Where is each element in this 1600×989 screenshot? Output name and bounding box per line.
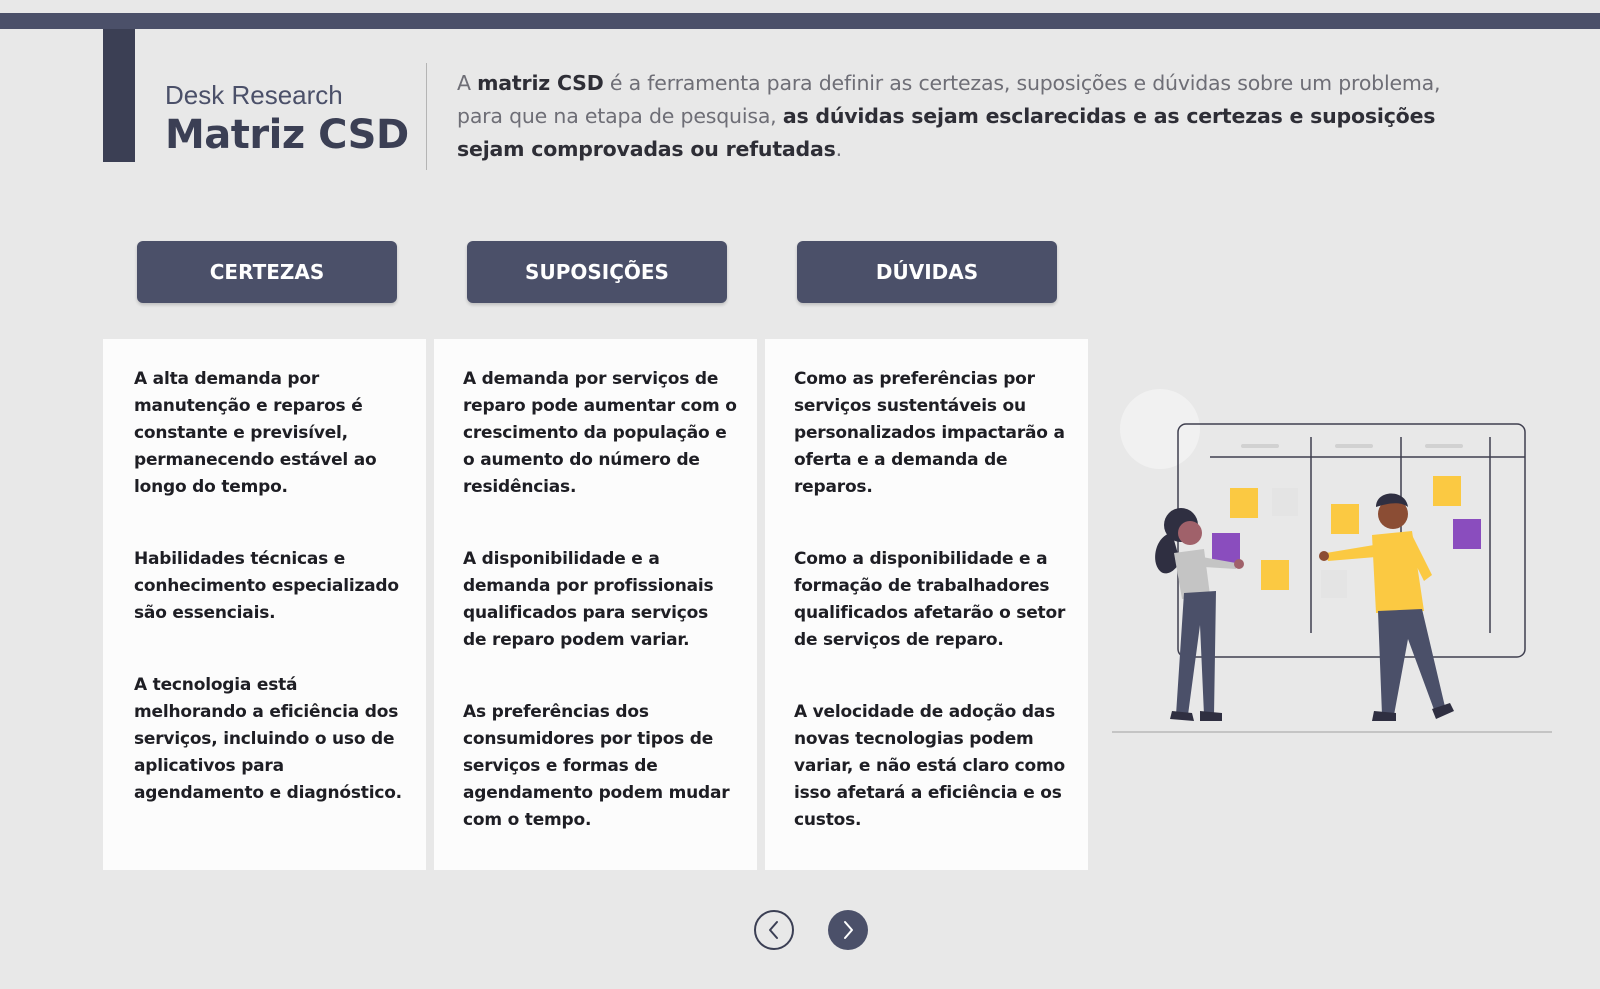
sticky-note	[1453, 519, 1481, 549]
decor-circle	[1120, 389, 1200, 469]
certezas-button[interactable]: CERTEZAS	[137, 241, 397, 303]
sticky-note	[1321, 570, 1347, 598]
sticky-note	[1331, 504, 1359, 534]
page-title: Matriz CSD	[165, 112, 409, 158]
sticky-note	[1272, 488, 1298, 516]
sticky-note	[1433, 476, 1461, 506]
card-item: As preferências dos consumidores por tipos de serviços e formas de agendamento podem mudar com o tempo.	[463, 702, 730, 830]
header-divider	[426, 63, 427, 170]
chevron-left-icon	[766, 920, 782, 940]
card-item: A demanda por serviços de reparo pode aumentar com o crescimento da população e o aumento do número de residências.	[463, 369, 737, 497]
sticky-note	[1261, 560, 1289, 590]
suposicoes-card	[434, 339, 757, 870]
next-button[interactable]	[828, 910, 868, 950]
suposicoes-button[interactable]: SUPOSIÇÕES	[467, 241, 727, 303]
chevron-right-icon	[840, 920, 856, 940]
card-item: A disponibilidade e a demanda por profissionais qualificados para serviços de reparo podem variar.	[463, 549, 714, 650]
duvidas-card	[765, 339, 1088, 870]
card-item: Como as preferências por serviços sustentáveis ou personalizados impactarão a oferta e a demanda de reparos.	[794, 369, 1065, 497]
card-item: A alta demanda por manutenção e reparos é constante e previsível, permanecendo estável ao longo do tempo.	[134, 369, 377, 497]
card-item: Habilidades técnicas e conhecimento especializado são essenciais.	[134, 549, 399, 623]
team-board-illustration	[1112, 385, 1560, 737]
certezas-card	[103, 339, 426, 870]
previous-button[interactable]	[754, 910, 794, 950]
sticky-note	[1230, 488, 1258, 518]
top-bar	[0, 13, 1600, 29]
card-item: Como a disponibilidade e a formação de trabalhadores qualificados afetarão o setor de serviços de reparo.	[794, 549, 1066, 650]
duvidas-button[interactable]: DÚVIDAS	[797, 241, 1057, 303]
title-accent-bar	[103, 29, 135, 162]
sticky-note	[1212, 533, 1240, 563]
page-subtitle: Desk Research	[165, 80, 343, 110]
card-item: A tecnologia está melhorando a eficiência dos serviços, incluindo o uso de aplicativos para agendamento e diagnóstico.	[134, 675, 402, 803]
card-item: A velocidade de adoção das novas tecnologias podem variar, e não está claro como isso afetará a eficiência e os custos.	[794, 702, 1065, 830]
intro-text: A matriz CSD é a ferramenta para definir as certezas, suposições e dúvidas sobre um problema, para que na etapa de pesquisa, as dúvidas sejam esclarecidas e as certezas e suposições sejam comprovadas ou refutadas.	[457, 71, 1441, 161]
